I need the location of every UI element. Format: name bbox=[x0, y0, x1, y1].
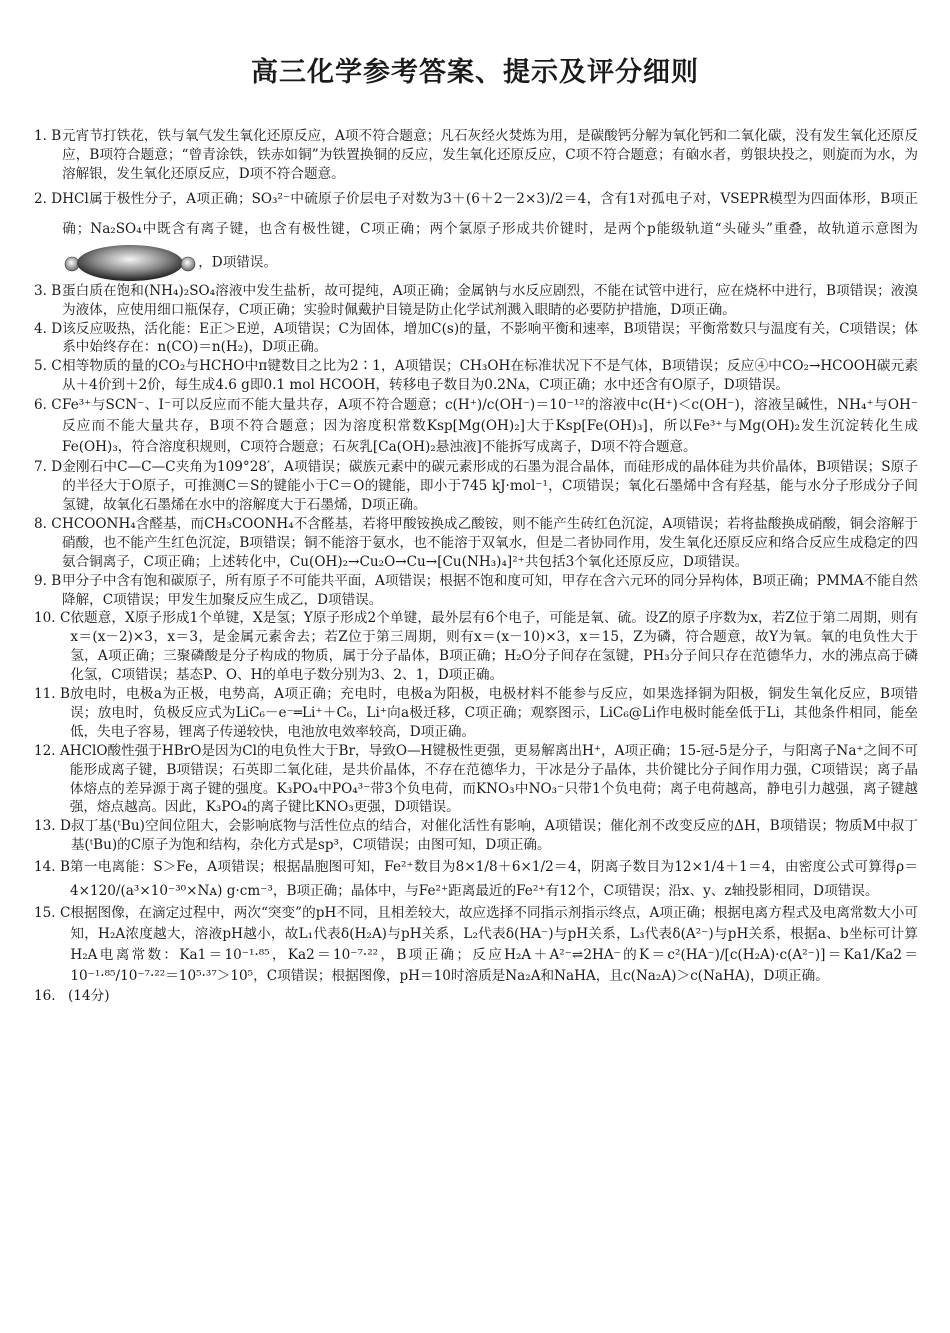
answer-text: 放电时，电极a为正极，电势高，A项正确；充电时，电极a为阳极，电极材料不能参与反应，如果选择铜为阳极，铜发生氧化反应，B项错误；放电时，负极反应式为LiC₆－e⁻═Li⁺＋C₆，Li⁺向a极迁移，C项正确；观察图示，LiC₆@Li作电极时能垒低于Li，其他条件相同，能垒低，失电子容易，锂离子传递较快，电池放电效率较高，D项正确。 bbox=[69, 686, 918, 740]
answer-number: 9. B bbox=[34, 572, 62, 589]
answer-number: 10. C bbox=[34, 610, 71, 627]
answer-item-10 bbox=[34, 609, 918, 685]
answer-number: 8. C bbox=[34, 515, 62, 532]
answer-item-4 bbox=[34, 320, 918, 358]
answer-number: 12. A bbox=[34, 742, 70, 759]
answer-item-6 bbox=[34, 395, 918, 458]
answer-item-8 bbox=[34, 515, 918, 572]
answer-item-14 bbox=[34, 855, 918, 903]
page-title: 高三化学参考答案、提示及评分细则 bbox=[251, 57, 699, 88]
answer-item-9 bbox=[34, 572, 918, 610]
answer-item-5 bbox=[34, 357, 918, 395]
answer-item-12 bbox=[34, 742, 918, 818]
answer-number: 11. B bbox=[34, 686, 70, 703]
answer-text: 相等物质的量的CO₂与HCHO中π键数目之比为2∶1，A项错误；CH₃OH在标准状况下不是气体，B项错误；反应④中CO₂→HCOOH碳元素从＋4价到＋2价，每生成4.6 g即0.1 mol HCOOH，转移电子数目为0.2Nᴀ，C项正确；水中还含有O原子，D项错误。 bbox=[62, 358, 918, 394]
answer-number: 4. D bbox=[34, 320, 63, 337]
answer-text: (14分) bbox=[68, 988, 110, 1005]
answer-number: 2. D bbox=[34, 190, 63, 207]
answer-text: 金刚石中C—C—C夹角为109°28′，A项错误；碳族元素中的碳元素形成的石墨为混合晶体，而硅形成的晶体硅为共价晶体，B项错误；S原子的半径大于O原子，可推测C＝S的键能小于C＝O的键能，即小于745 kJ·mol⁻¹，C项错误；氧化石墨烯中含有羟基，能与水分子形成分子间氢键，故氧化石墨烯在水中的溶解度大于石墨烯，D项正确。 bbox=[62, 459, 918, 513]
answer-item-7 bbox=[34, 458, 918, 515]
answer-text: 甲分子中含有饱和碳原子，所有原子不可能共平面，A项错误；根据不饱和度可知，甲存在含六元环的同分异构体，B项正确；PMMA不能自然降解，C项错误；甲发生加聚反应生成乙，D项错误。 bbox=[62, 572, 918, 608]
answer-number: 7. D bbox=[34, 459, 63, 476]
answer-text-end: ，D项错误。 bbox=[198, 254, 278, 271]
answer-text: 该反应吸热，活化能：E正＞E逆，A项错误；C为固体，增加C(s)的量，不影响平衡和速率，B项错误；平衡常数只与温度有关，C项错误；体系中始终存在：n(CO)＝n(H₂)，D项正确。 bbox=[62, 320, 918, 356]
answer-list bbox=[34, 127, 918, 1006]
answer-number: 1. B bbox=[34, 128, 62, 144]
answer-text: HCOONH₄含醛基，而CH₃COONH₄不含醛基，若将甲酸铵换成乙酸铵，则不能产生砖红色沉淀，A项错误；若将盐酸换成硝酸，铜会溶解于硝酸，也不能产生红色沉淀，B项错误；铜不能溶于氨水，也不能溶于双氧水，但是二者协同作用，发生氧化还原反应和络合反应生成稳定的四氨合铜离子，C项正确；上述转化中，Cu(OH)₂→Cu₂O→Cu→[Cu(NH₃)₄]²⁺共包括3个氧化还原反应，D项错误。 bbox=[62, 515, 918, 570]
answer-number: 5. C bbox=[34, 358, 62, 375]
answer-text: 蛋白质在饱和(NH₄)₂SO₄溶液中发生盐析，故可提纯，A项正确；金属钠与水反应剧烈，不能在试管中进行，应在烧杯中进行，B项错误；液溴为液体，应使用细口瓶保存，C项正确；实验时佩戴护目镜是防止化学试剂溅入眼睛的必要防护措施，D项正确。 bbox=[62, 282, 918, 318]
answer-text: 根据图像，在滴定过程中，两次“突变”的pH不同，且相差较大，故应选择不同指示剂指示终点，A项正确；根据电离方程式及电离常数大小可知，H₂A浓度越大，溶液pH越小，故L₁代表δ(H₂A)与pH关系，L₂代表δ(HA⁻)与pH关系，L₃代表δ(A²⁻)与pH关系，根据a、b坐标可计算H₂A电离常数：Ka1＝10⁻¹·⁸⁵，Ka2＝10⁻⁷·²²，B项正确；反应H₂A＋A²⁻⇌2HA⁻的K＝c²(HA⁻)/[c(H₂A)·c(A²⁻)]＝Ka1/Ka2＝10⁻¹·⁸⁵/10⁻⁷·²²＝10⁵·³⁷＞10⁵，C项错误；根据图像，pH＝10时溶质是Na₂A和NaHA，且c(Na₂A)＞c(NaHA)，D项正确。 bbox=[70, 905, 918, 985]
answer-item-15 bbox=[34, 903, 918, 987]
answer-number: 3. B bbox=[34, 282, 62, 299]
answer-text: 元宵节打铁花，铁与氧气发生氧化还原反应，A项不符合题意；凡石灰经火焚炼为用，是碳酸钙分解为氧化钙和二氧化碳，没有发生氧化还原反应，B项符合题意；“曾青涂铁，铁赤如铜”为铁置换铜的反应，发生氧化还原反应，C项不符合题意；有硇水者，剪银块投之，则旋而为水，为溶解银，发生氧化还原反应，D项不符合题意。 bbox=[62, 128, 918, 182]
answer-item-11 bbox=[34, 685, 918, 742]
answer-item-16 bbox=[34, 987, 918, 1006]
answer-number: 15. C bbox=[34, 905, 71, 922]
answer-text: HCl属于极性分子，A项正确；SO₃²⁻中硫原子价层电子对数为3＋(6＋2－2×3)/2＝4，含有1对孤电子对，VSEPR模型为四面体形，B项正确；Na₂SO₄中既含有离子键，也含有极性键，C项正确；两个氯原子形成共价键时，是两个p能级轨道“头碰头”重叠，故轨道示意图为 bbox=[62, 190, 918, 237]
answer-text: HClO酸性强于HBrO是因为Cl的电负性大于Br，导致O—H键极性更强，更易解离出H⁺，A项正确；15-冠-5是分子，与阳离子Na⁺之间不可能形成离子键，B项错误；石英即二氧化硅，是共价晶体，不存在范德华力，干冰是分子晶体，共价键比分子间作用力强，C项错误；离子晶体熔点的差异源于离子键的强度。K₃PO₄中PO₄³⁻带3个负电荷，而KNO₃中NO₃⁻只带1个负电荷；离子电荷越高，静电引力越强，离子键越强，熔点越高。因此，K₃PO₄的离子键比KNO₃更强，D项错误。 bbox=[69, 742, 918, 816]
answer-number: 14. B bbox=[34, 859, 70, 876]
answer-text: 叔丁基(ᵗBu)空间位阻大，会影响底物与活性位点的结合，对催化活性有影响，A项错误；催化剂不改变反应的ΔH，B项错误；物质M中叔丁基(ᵗBu)的C原子为饱和结构，杂化方式是sp³，C项错误；由图可知，D项正确。 bbox=[70, 818, 918, 854]
answer-item-3 bbox=[34, 282, 918, 320]
answer-item-2 bbox=[34, 184, 918, 282]
answer-number: 16. bbox=[34, 988, 56, 1005]
p-orbital-overlap-diagram bbox=[64, 244, 196, 282]
answer-item-13 bbox=[34, 817, 918, 855]
answer-number: 13. D bbox=[34, 818, 71, 835]
answer-text: 第一电离能：S＞Fe，A项错误；根据晶胞图可知，Fe²⁺数目为8×1/8＋6×1/2＝4，阴离子数目为12×1/4＋1＝4，由密度公式可算得ρ＝4×120/(a³×10⁻³⁰×Nᴀ) g·cm⁻³，B项正确；晶体中，与Fe²⁺距离最近的Fe²⁺有12个，C项错误；沿x、y、z轴投影相同，D项错误。 bbox=[69, 859, 918, 900]
answer-item-1 bbox=[34, 127, 918, 184]
answer-number: 6. C bbox=[34, 397, 62, 414]
answer-text: Fe³⁺与SCN⁻、I⁻可以反应而不能大量共存，A项不符合题意；c(H⁺)/c(OH⁻)＝10⁻¹²的溶液中c(H⁺)＜c(OH⁻)，溶液呈碱性，NH₄⁺与OH⁻反应而不能大量共存，B项不符合题意；因为溶度积常数Ksp[Mg(OH)₂]大于Ksp[Fe(OH)₃]，所以Fe³⁺与Mg(OH)₂发生沉淀转化生成Fe(OH)₃，符合溶度积规则，C项符合题意；石灰乳[Ca(OH)₂悬浊液]不能拆写成离子，D项不符合题意。 bbox=[62, 397, 918, 456]
answer-text: 依题意，X原子形成1个单键，X是氢；Y原子形成2个单键，最外层有6个电子，可能是氧、硫。设Z的原子序数为x，若Z位于第二周期，则有x＝(x－2)×3，x＝3，是金属元素舍去；若Z位于第三周期，则有x＝(x－10)×3，x＝15，Z为磷，符合题意，故Y为氧。氧的电负性大于氢，A项正确；三聚磷酸是分子构成的物质，属于分子晶体，B项正确；H₂O分子间存在氢键，PH₃分子间只存在范德华力，水的沸点高于磷化氢，C项错误；基态P、O、H的单电子数分别为3、2、1，D项正确。 bbox=[70, 610, 918, 684]
